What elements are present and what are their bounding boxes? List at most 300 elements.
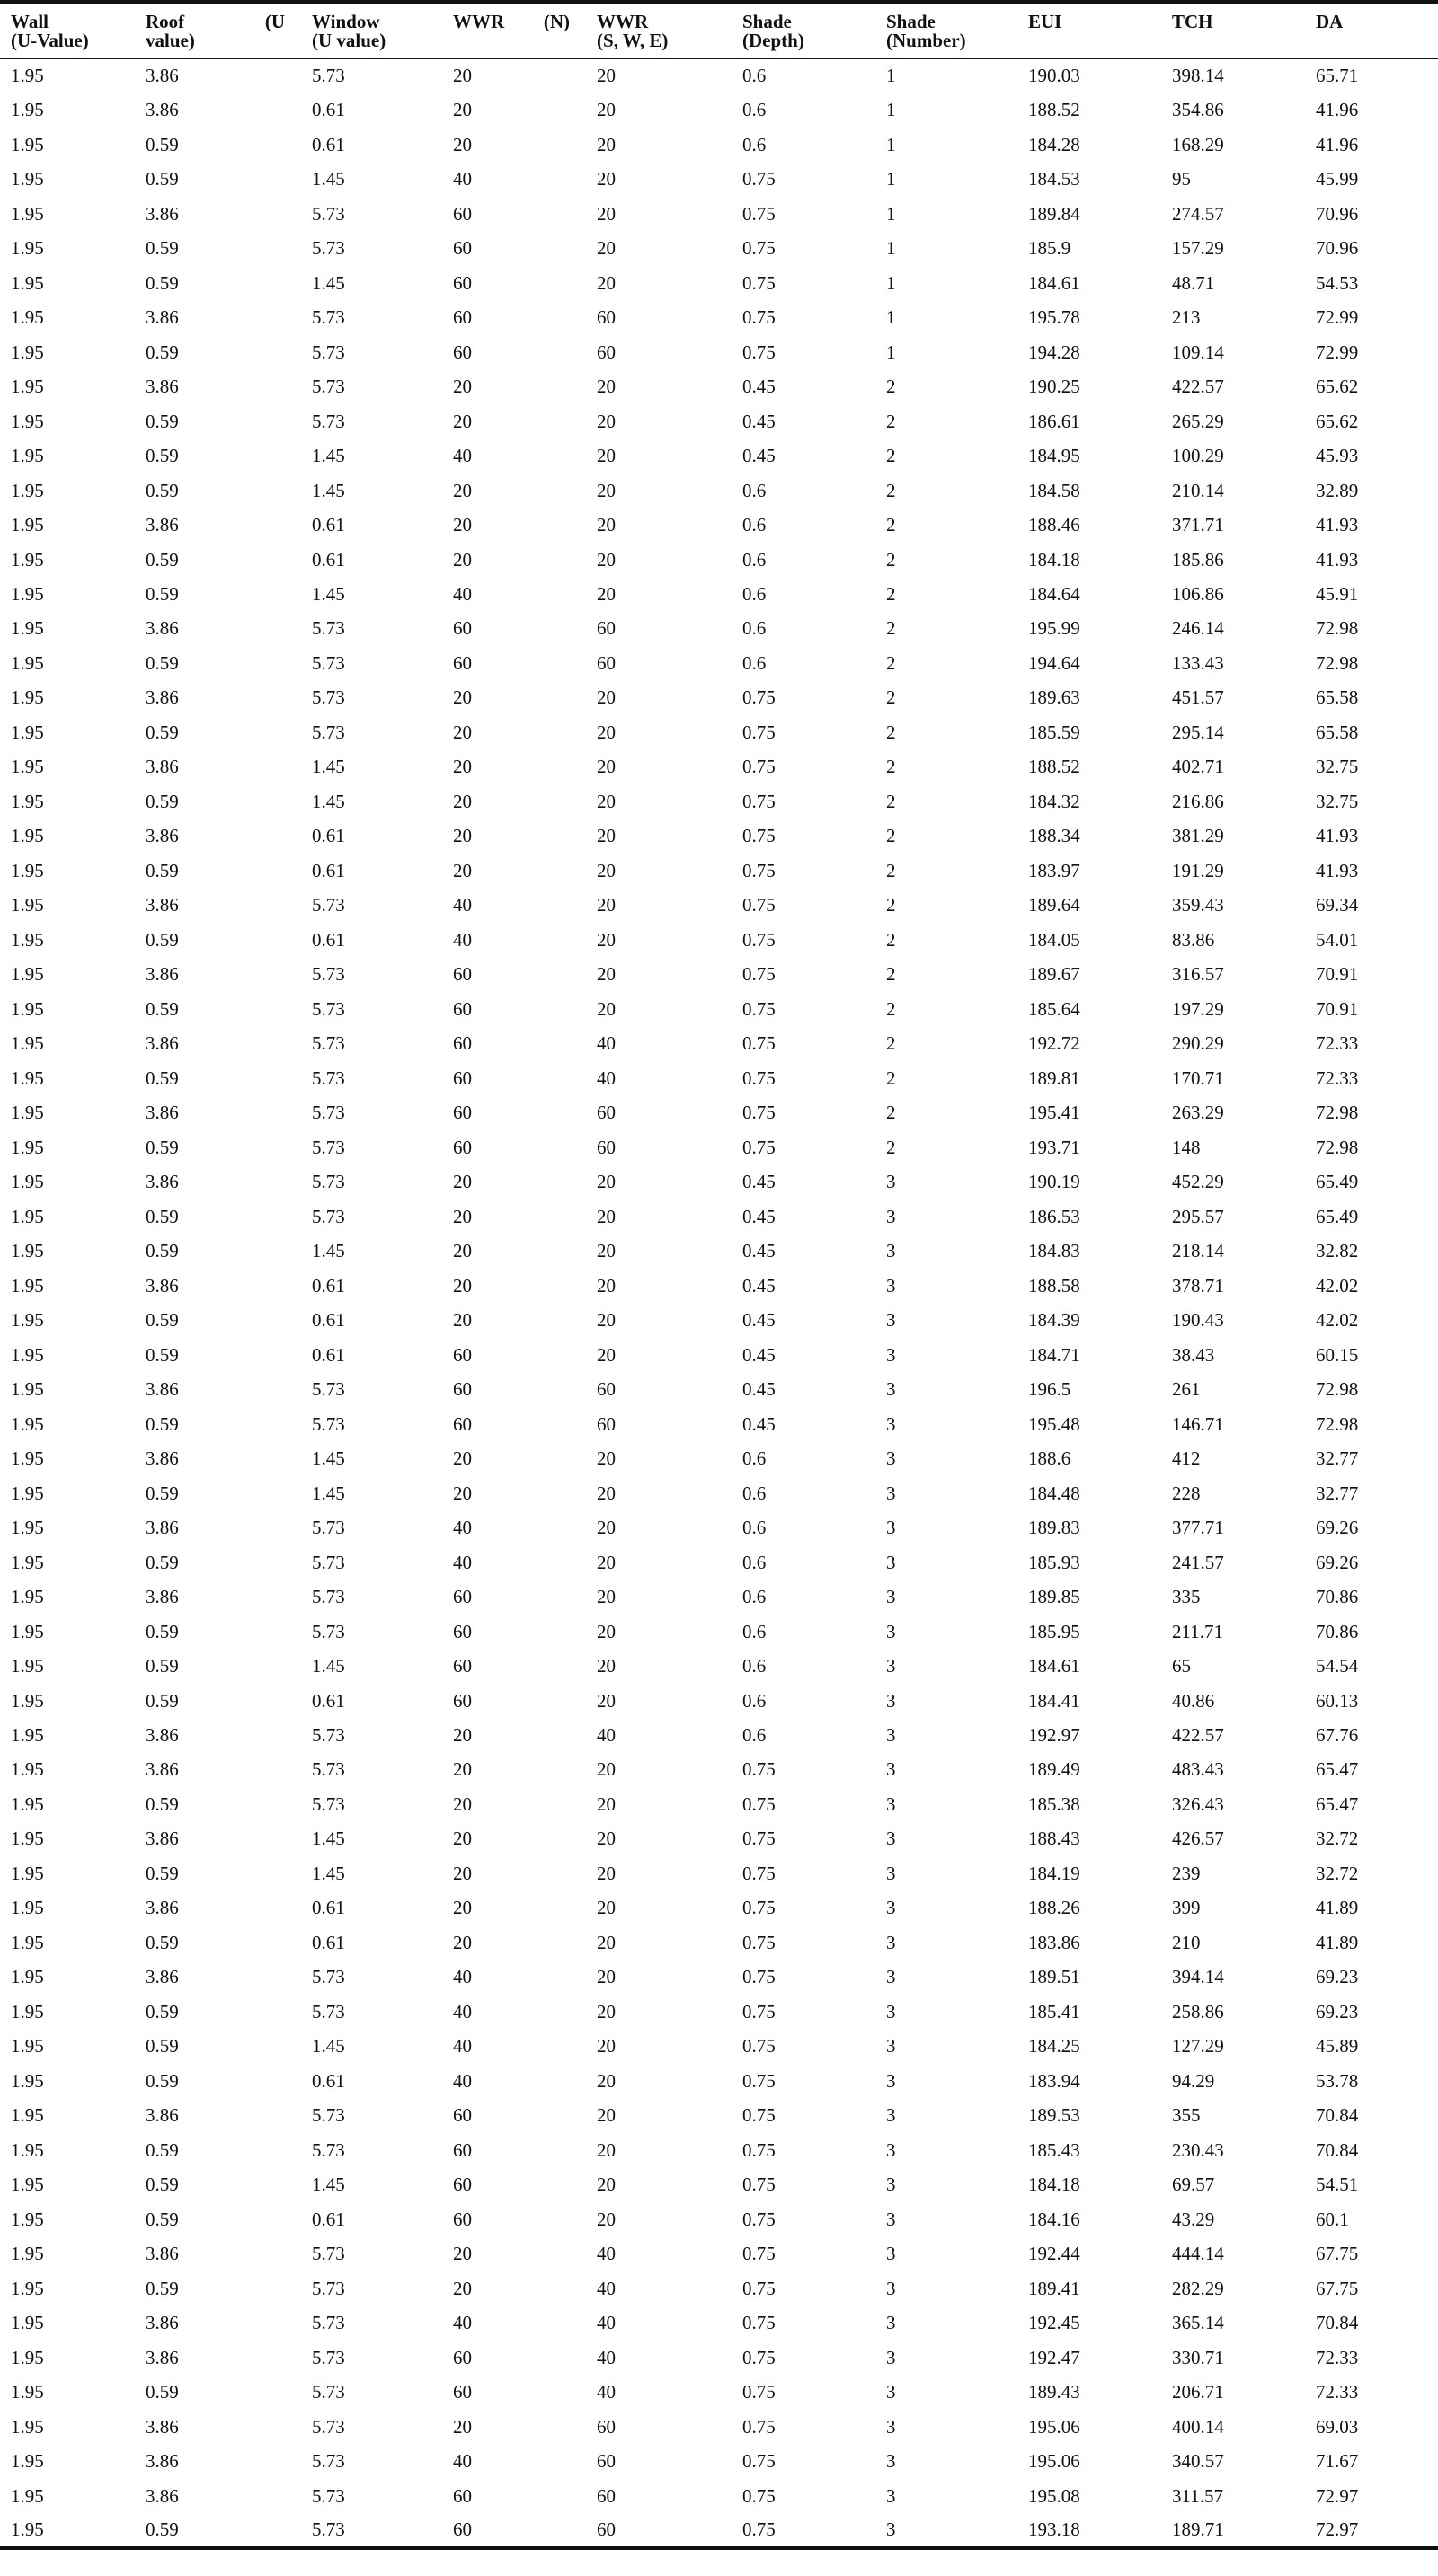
table-cell: 1.95 [11,99,44,121]
table-cell: 70.86 [1316,1620,1359,1642]
table-cell: 20 [597,1828,616,1850]
table-cell: 1.95 [11,548,44,571]
table-cell: 5.73 [312,651,345,674]
table-cell: 69.03 [1316,2415,1359,2438]
table-row [0,1891,1438,1925]
table-cell: 5.73 [312,202,345,225]
table-cell: 40 [453,168,472,190]
table-cell: 189.43 [1028,2381,1080,2403]
table-cell: 1.95 [11,168,44,190]
table-cell: 41.93 [1316,825,1359,847]
table-cell: 184.53 [1028,168,1080,190]
table-cell: 0.45 [742,376,776,398]
table-cell: 20 [597,237,616,260]
table-cell: 60 [442,2513,586,2547]
table-cell: 1.95 [11,1828,44,1850]
table-cell: 20 [597,686,616,709]
table-cell: 60 [453,1412,472,1435]
table-cell: 20 [597,2035,616,2058]
table-cell: 20 [453,1447,472,1470]
table-cell: 3.86 [146,1828,179,1850]
table-cell: 185.38 [1028,1793,1080,1815]
table-cell: 1.95 [11,1205,44,1227]
table-cell: 20 [453,479,472,501]
table-cell: 3 [886,1897,896,1919]
table-cell: 65.49 [1316,1171,1359,1193]
table-cell: 3 [886,2104,896,2127]
table-cell: 3 [886,1412,896,1435]
table-row [0,2375,1438,2409]
table-cell: 67.75 [1316,2243,1359,2265]
table-cell: 20 [597,2208,616,2230]
table-cell: 3 [886,2138,896,2161]
table-cell: 60 [453,1136,472,1158]
table-cell: 40 [453,1966,472,1988]
table-row [0,2099,1438,2133]
table-cell: 72.33 [1316,1067,1359,1089]
table-cell: 0.75 [742,2035,776,2058]
table-cell: 5.73 [312,306,345,329]
table-cell: 3.86 [146,825,179,847]
table-cell: 69.23 [1316,1966,1359,1988]
table-cell: 185.9 [1028,237,1071,260]
table-cell: 1.95 [11,1067,44,1089]
table-cell: 20 [453,1205,472,1227]
table-cell: 41.93 [1316,859,1359,881]
table-cell: 40 [453,894,472,916]
table-cell: 0.59 [146,548,179,571]
table-cell: 60.15 [1316,1343,1359,1366]
table-cell: 5.73 [312,1620,345,1642]
table-cell: 20 [453,756,472,778]
table-cell: 3 [886,1689,896,1712]
table-cell: 190.25 [1028,376,1080,398]
table-row [0,2410,1438,2444]
table-cell: 0.75 [732,2513,875,2547]
table-cell: 72.98 [1316,651,1359,674]
table-cell: 3 [886,1620,896,1642]
column-header-line1: Window [312,11,380,32]
table-cell: 3 [886,1862,896,1884]
table-cell: 3 [886,1723,896,1746]
table-cell: 0.59 [146,583,179,605]
table-cell: 188.26 [1028,1897,1080,1919]
table-cell: 189.71 [1161,2513,1305,2547]
table-cell: 41.89 [1316,1897,1359,1919]
table-cell: 42.02 [1316,1274,1359,1297]
table-cell: 206.71 [1172,2381,1224,2403]
table-cell: 3 [886,1793,896,1815]
table-row [0,162,1438,196]
table-cell: 1.95 [11,1966,44,1988]
column-header [732,2,875,58]
table-cell: 2 [886,583,896,605]
table-cell: 2 [886,721,896,743]
table-cell: 0.59 [146,2069,179,2092]
column-header-line1: Shade [742,11,792,32]
table-cell: 65.47 [1316,1758,1359,1781]
table-row [0,58,1438,93]
table-cell: 3.86 [146,2104,179,2127]
table-cell: 0.59 [146,2173,179,2196]
column-header [1017,2,1161,58]
table-cell: 184.83 [1028,1240,1080,1262]
table-cell: 0.75 [742,1862,776,1884]
table-cell: 3 [886,1517,896,1539]
table-cell: 20 [597,1274,616,1297]
column-header-line1: DA [1316,11,1344,32]
table-cell: 0.75 [742,1067,776,1089]
table-cell: 3 [886,2243,896,2265]
table-row [0,889,1438,923]
table-cell: 0.45 [742,410,776,432]
table-cell: 184.95 [1028,445,1080,467]
table-cell: 3.86 [146,1723,179,1746]
table-cell: 184.32 [1028,790,1080,812]
table-cell: 20 [453,825,472,847]
table-cell: 246.14 [1172,617,1224,640]
table-cell: 0.75 [742,341,776,363]
table-cell: 60 [453,617,472,640]
table-cell: 330.71 [1172,2346,1224,2368]
table-cell: 60 [453,1067,472,1089]
table-cell: 0.59 [146,237,179,260]
table-cell: 0.6 [742,1551,767,1573]
table-row [0,1856,1438,1890]
table-cell: 3 [886,2173,896,2196]
table-cell: 0.6 [742,1723,767,1746]
table-body [0,58,1438,2548]
table-cell: 20 [597,65,616,87]
table-cell: 41.93 [1316,514,1359,536]
table-cell: 20 [597,1931,616,1953]
table-cell: 146.71 [1172,1412,1224,1435]
table-cell: 60 [597,2415,616,2438]
table-row [0,1234,1438,1268]
table-cell: 3 [886,2000,896,2023]
table-cell: 20 [597,2173,616,2196]
table-cell: 2 [886,1136,896,1158]
table-cell: 1 [886,65,896,87]
table-cell: 0.59 [146,1482,179,1504]
table-cell: 0.75 [742,997,776,1020]
table-cell: 1.45 [312,271,345,294]
table-cell: 190.43 [1172,1309,1224,1332]
table-cell: 0.61 [312,1343,345,1366]
table-cell: 0.45 [742,1205,776,1227]
table-row [0,1441,1438,1475]
table-cell: 1.95 [11,479,44,501]
table-cell: 192.44 [1028,2243,1080,2265]
table-cell: 70.84 [1316,2138,1359,2161]
table-cell: 32.82 [1316,1240,1359,1262]
table-cell: 189.51 [1028,1966,1080,1988]
table-cell: 70.91 [1316,963,1359,986]
table-cell: 0.6 [742,65,767,87]
table-cell: 20 [453,1793,472,1815]
table-cell: 1.45 [312,1655,345,1677]
table-cell: 0.6 [742,1482,767,1504]
table-cell: 42.02 [1316,1309,1359,1332]
table-cell: 3 [886,2450,896,2473]
table-cell: 5.73 [312,1378,345,1401]
table-cell: 0.6 [742,133,767,155]
table-row [0,2030,1438,2064]
table-cell: 0.75 [742,928,776,951]
table-cell: 3.86 [146,1897,179,1919]
table-cell: 1 [886,168,896,190]
table-cell: 5.73 [312,237,345,260]
column-header-line1: TCH [1172,11,1213,32]
table-cell: 3.86 [146,1378,179,1401]
table-cell: 5.73 [312,1758,345,1781]
table-cell: 5.73 [312,2243,345,2265]
table-row [0,266,1438,300]
table-cell: 422.57 [1172,1723,1224,1746]
table-cell: 1.95 [11,2208,44,2230]
table-row [0,1303,1438,1337]
table-cell: 20 [597,376,616,398]
table-cell: 41.96 [1316,133,1359,155]
table-cell: 1.95 [11,2243,44,2265]
table-cell: 1 [886,99,896,121]
table-cell: 41.89 [1316,1931,1359,1953]
table-cell: 188.34 [1028,825,1080,847]
table-row [0,1027,1438,1061]
table-cell: 0.59 [146,1620,179,1642]
table-cell: 0.61 [312,133,345,155]
table-cell: 1.45 [312,1862,345,1884]
table-cell: 72.98 [1316,617,1359,640]
table-cell: 54.54 [1316,1655,1359,1677]
table-cell: 3 [886,2346,896,2368]
table-row [0,474,1438,508]
table-cell: 184.41 [1028,1689,1080,1712]
table-cell: 191.29 [1172,859,1224,881]
table-cell: 60 [453,1102,472,1124]
table-cell: 20 [453,2415,472,2438]
table-cell: 0.45 [742,1412,776,1435]
table-cell: 20 [453,2243,472,2265]
table-cell: 1.45 [312,1447,345,1470]
table-cell: 365.14 [1172,2312,1224,2334]
table-cell: 2 [886,445,896,467]
table-cell: 20 [453,1171,472,1193]
table-cell: 426.57 [1172,1828,1224,1850]
table-cell: 20 [597,168,616,190]
table-row [0,1338,1438,1372]
table-cell: 20 [597,928,616,951]
table-cell: 184.18 [1028,548,1080,571]
table-cell: 190.19 [1028,1171,1080,1193]
table-cell: 70.86 [1316,1586,1359,1608]
table-cell: 40 [453,2069,472,2092]
table-cell: 188.43 [1028,1828,1080,1850]
table-cell: 3.86 [146,1171,179,1193]
table-cell: 1 [886,341,896,363]
table-cell: 32.89 [1316,479,1359,501]
table-cell: 192.47 [1028,2346,1080,2368]
table-cell: 3 [886,1758,896,1781]
table-cell: 1.95 [11,1136,44,1158]
table-cell: 0.75 [742,2104,776,2127]
table-row [0,369,1438,403]
table-cell: 5.73 [312,2312,345,2334]
table-cell: 412 [1172,1447,1201,1470]
table-row [0,1649,1438,1683]
table-cell: 0.45 [742,445,776,467]
table-cell: 20 [597,963,616,986]
table-cell: 5.73 [301,2513,442,2547]
table-cell: 60 [453,2138,472,2161]
table-row [0,1580,1438,1614]
table-cell: 0.59 [146,2138,179,2161]
table-cell: 282.29 [1172,2277,1224,2299]
table-row [0,2202,1438,2236]
table-cell: 60 [453,1586,472,1608]
table-row [0,1476,1438,1510]
table-cell: 20 [453,1723,472,1746]
table-row [0,2341,1438,2375]
table-cell: 0.45 [742,1171,776,1193]
table-cell: 0.75 [742,963,776,986]
table-cell: 148 [1172,1136,1201,1158]
table-cell: 32.75 [1316,790,1359,812]
table-cell: 184.58 [1028,479,1080,501]
table-cell: 0.6 [742,617,767,640]
table-cell: 188.52 [1028,99,1080,121]
table-cell: 20 [453,514,472,536]
table-cell: 20 [597,1171,616,1193]
table-cell: 0.75 [742,1828,776,1850]
table-row [0,2444,1438,2478]
table-cell: 65.62 [1316,376,1359,398]
table-cell: 189.84 [1028,202,1080,225]
table-cell: 2 [886,963,896,986]
table-cell: 20 [453,686,472,709]
table-cell: 0.45 [742,1378,776,1401]
table-cell: 3 [886,1378,896,1401]
table-cell: 40 [453,2312,472,2334]
table-cell: 311.57 [1172,2484,1223,2507]
table-cell: 60 [453,1689,472,1712]
table-cell: 0.59 [146,1793,179,1815]
table-cell: 184.39 [1028,1309,1080,1332]
table-cell: 0.59 [146,1862,179,1884]
table-cell: 60 [453,2484,472,2507]
table-cell: 1.95 [11,1620,44,1642]
table-cell: 1.95 [11,1102,44,1124]
table-cell: 20 [453,721,472,743]
table-cell: 0.75 [742,2346,776,2368]
table-cell: 60 [453,2346,472,2368]
table-cell: 3.86 [146,1032,179,1055]
table-cell: 20 [597,445,616,467]
table-cell: 0.59 [146,133,179,155]
table-cell: 20 [597,1897,616,1919]
table-cell: 1.95 [11,1897,44,1919]
table-cell: 0.45 [742,1274,776,1297]
table-cell: 1.95 [11,1586,44,1608]
table-cell: 0.59 [146,479,179,501]
table-cell: 0.59 [146,1655,179,1677]
table-row [0,646,1438,680]
column-header-line1: Shade [886,11,936,32]
table-cell: 1.95 [11,2173,44,2196]
table-cell: 60 [453,1655,472,1677]
table-cell: 1.45 [312,168,345,190]
table-cell: 184.19 [1028,1862,1080,1884]
table-cell: 20 [597,1551,616,1573]
table-cell: 20 [597,133,616,155]
column-header [135,2,301,58]
table-cell: 20 [453,1862,472,1884]
table-cell: 60.1 [1316,2208,1349,2230]
table-row [0,1407,1438,1441]
table-cell: 0.61 [312,1689,345,1712]
table-cell: 5.73 [312,963,345,986]
column-header [875,2,1017,58]
table-cell: 189.49 [1028,1758,1080,1781]
table-cell: 3.86 [146,514,179,536]
table-cell: 43.29 [1172,2208,1215,2230]
table-cell: 0.59 [146,2000,179,2023]
table-cell: 45.99 [1316,168,1359,190]
table-cell: 32.75 [1316,756,1359,778]
table-cell: 3 [886,1171,896,1193]
table-cell: 1.95 [11,410,44,432]
table-row [0,2306,1438,2340]
table-cell: 60 [597,617,616,640]
table-cell: 195.99 [1028,617,1080,640]
table-row [0,335,1438,369]
table-cell: 20 [453,376,472,398]
table-cell: 0.59 [146,341,179,363]
table-cell: 0.61 [312,99,345,121]
table-cell: 1.95 [11,1274,44,1297]
table-row [0,1372,1438,1406]
column-header-line2: (U value) [312,30,386,51]
table-cell: 1.95 [11,271,44,294]
table-cell: 196.5 [1028,1378,1071,1401]
table-cell: 3.86 [146,756,179,778]
table-cell: 72.98 [1316,1378,1359,1401]
table-cell: 3 [886,1240,896,1262]
table-cell: 32.77 [1316,1482,1359,1504]
table-row [0,1615,1438,1649]
table-cell: 3.86 [146,1966,179,1988]
table-cell: 1.95 [11,997,44,1020]
table-cell: 1.95 [11,1793,44,1815]
table-cell: 3.86 [146,202,179,225]
table-cell: 40 [597,1032,616,1055]
table-cell: 168.29 [1172,133,1224,155]
table-cell: 72.99 [1316,306,1359,329]
table-cell: 60.13 [1316,1689,1359,1712]
table-cell: 20 [453,133,472,155]
table-cell: 194.28 [1028,341,1080,363]
table-cell: 67.76 [1316,1723,1359,1746]
table-cell: 3 [886,1482,896,1504]
table-cell: 0.75 [742,1136,776,1158]
table-cell: 170.71 [1172,1067,1224,1089]
table-cell: 3 [886,1828,896,1850]
table-cell: 20 [597,1966,616,1988]
header-row [0,2,1438,58]
table-cell: 5.73 [312,2000,345,2023]
table-cell: 60 [597,1412,616,1435]
table-cell: 54.51 [1316,2173,1359,2196]
